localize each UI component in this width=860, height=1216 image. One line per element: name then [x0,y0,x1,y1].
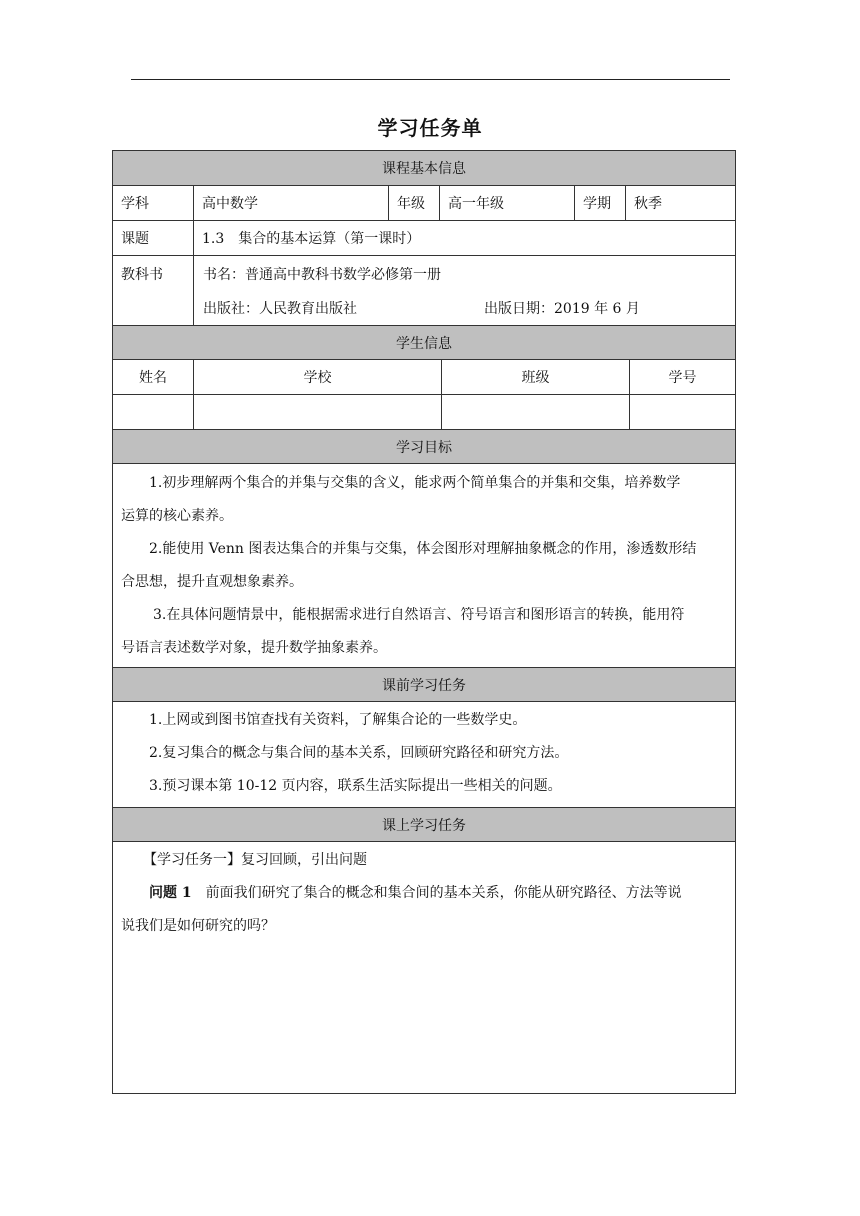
subject-label: 学科 [121,196,149,212]
header-rule [131,79,730,80]
term-value: 秋季 [625,186,735,220]
pre-tasks-header-text: 课前学习任务 [382,677,466,694]
student-columns-row [113,359,735,394]
pre-task-1: 1.上网或到图书馆查找有关资料，了解集合论的一些数学史。 [149,712,527,728]
publish-date: 出版日期：2019 年 6 月 [484,301,640,317]
objective-1-line-1: 1.初步理解两个集合的并集与交集的含义，能求两个简单集合的并集和交集，培养数学 [149,475,681,491]
col-name: 姓名 [139,370,167,386]
pre-tasks-body [113,701,735,807]
topic-label: 课题 [121,231,149,247]
objective-3-line-1: 3.在具体问题情景中，能根据需求进行自然语言、符号语言和图形语言的转换，能用符 [153,607,685,623]
textbook-row [113,255,735,325]
pre-task-3: 3.预习课本第 10-12 页内容，联系生活实际提出一些相关的问题。 [149,778,562,794]
pre-task-2: 2.复习集合的概念与集合间的基本关系，回顾研究路径和研究方法。 [149,745,569,761]
name-field[interactable] [113,395,193,429]
objectives-body [113,463,735,667]
student-id-field[interactable] [629,395,735,429]
subject-row [113,185,735,220]
textbook-label: 教科书 [121,267,163,283]
course-info-header-text: 课程基本信息 [382,161,466,177]
document-title: 学习任务单 [377,116,483,140]
class-tasks-header-text: 课上学习任务 [382,817,466,834]
objective-3-line-2: 号语言表述数学对象，提升数学抽象素养。 [121,640,387,656]
book-name: 书名：普通高中教科书数学必修第一册 [203,267,441,283]
task-sheet-table [112,150,736,1094]
topic-row [113,220,735,255]
objective-2-line-1: 2.能使用 Venn 图表达集合的并集与交集，体会图形对理解抽象概念的作用，渗透数形结 [149,541,697,557]
class-tasks-header [113,807,735,841]
question-1-label: 问题 1 [149,885,192,901]
student-info-header-text: 学生信息 [396,335,452,352]
col-class: 班级 [441,360,629,394]
publisher: 出版社：人民教育出版社 [203,301,357,317]
question-1-text: 前面我们研究了集合的概念和集合间的基本关系，你能从研究路径、方法等说 [205,885,682,901]
course-info-header [113,151,735,185]
task-1-title: 【学习任务一】复习回顾，引出问题 [143,852,367,868]
question-1-line-2: 说我们是如何研究的吗？ [121,918,275,934]
class-tasks-body [113,841,735,1093]
objective-2-line-2: 合思想，提升直观想象素养。 [121,574,303,590]
topic-value: 1.3 集合的基本运算（第一课时） [193,221,735,255]
student-input-row [113,394,735,429]
col-student-id: 学号 [629,360,735,394]
class-tasks-text [121,844,727,943]
student-info-header [113,325,735,359]
pre-tasks-header [113,667,735,701]
objective-1-line-2: 运算的核心素养。 [121,508,233,524]
objectives-text [121,467,727,665]
grade-label: 年级 [388,186,439,220]
grade-value: 高一年级 [439,186,574,220]
subject-value: 高中数学 [193,186,388,220]
objectives-header-text: 学习目标 [396,439,452,456]
class-field[interactable] [441,395,629,429]
pre-tasks-text [121,704,727,803]
school-field[interactable] [193,395,441,429]
question-1-line-1 [121,877,727,910]
objectives-header [113,429,735,463]
term-label: 学期 [574,186,625,220]
textbook-info [193,256,735,325]
col-school: 学校 [193,360,441,394]
